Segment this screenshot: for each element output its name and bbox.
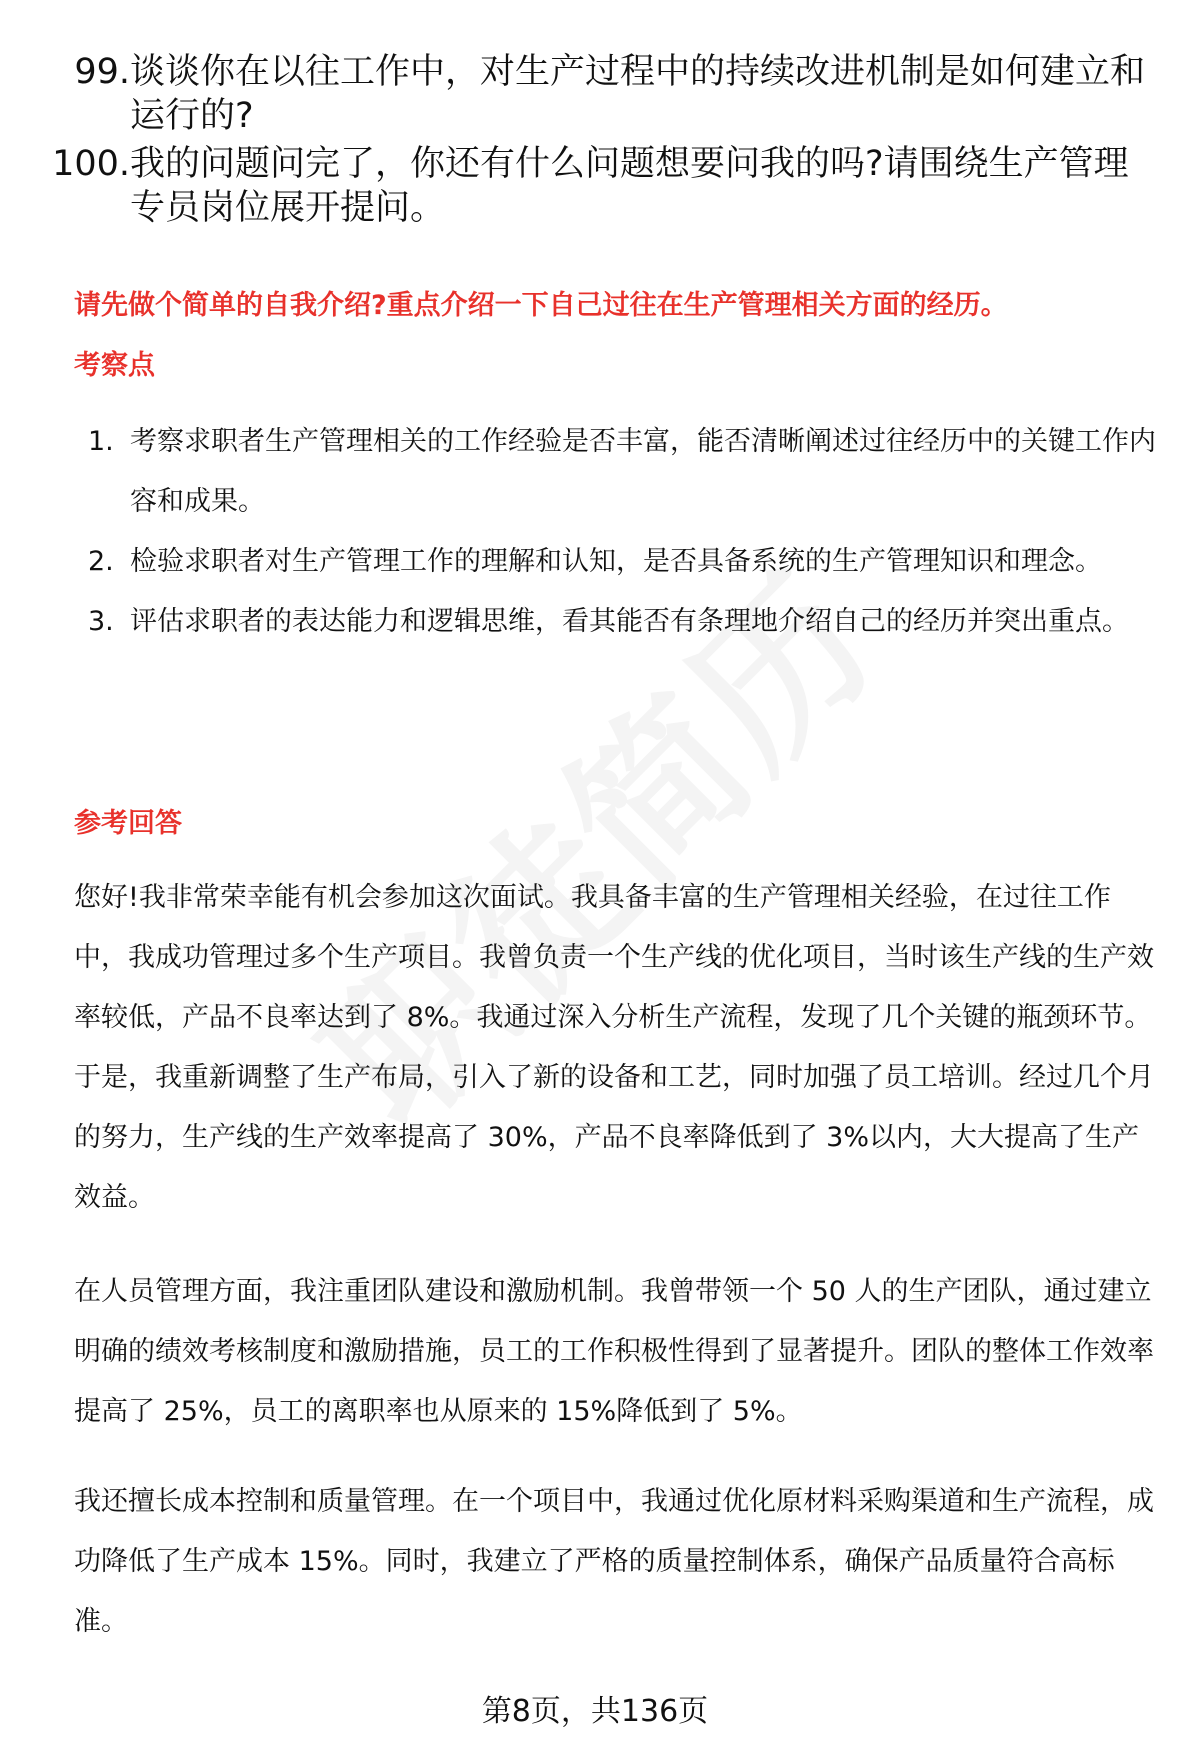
question-number: 100. xyxy=(52,144,130,184)
question-text: 我的问题问完了，你还有什么问题想要问我的吗?请围绕生产管理专员岗位展开提问。 xyxy=(130,144,1129,228)
list-item-number: 3. xyxy=(88,606,114,637)
answer-paragraph: 您好!我非常荣幸能有机会参加这次面试。我具备丰富的生产管理相关经验，在过往工作中，我成功管理过多个生产项目。我曾负责一个生产线的优化项目，当时该生产线的生产效率较低，产品不良率达到了 8%。我通过深入分析生产流程，发现了几个关键的瓶颈环节。于是，我重新调整了生产布局，引入了新的设备和工艺，同时加强了员工培训。经过几个月的努力，生产线的生产效率提高了 30%，产品不良率降低到了 3%以内，大大提高了生产效益。 xyxy=(74,882,1154,1213)
list-item-number: 1. xyxy=(88,426,114,457)
list-item-text: 检验求职者对生产管理工作的理解和认知，是否具备系统的生产管理知识和理念。 xyxy=(130,546,1102,577)
list-item xyxy=(74,412,1164,532)
assessment-heading: 考察点 xyxy=(74,350,155,381)
assessment-list xyxy=(74,412,1164,652)
page-footer: 第8页，共136页 xyxy=(481,1694,709,1729)
list-item-text: 评估求职者的表达能力和逻辑思维，看其能否有条理地介绍自己的经历并突出重点。 xyxy=(130,606,1129,637)
answer-paragraph: 我还擅长成本控制和质量管理。在一个项目中，我通过优化原材料采购渠道和生产流程，成功降低了生产成本 15%。同时，我建立了严格的质量控制体系，确保产品质量符合高标准。 xyxy=(74,1486,1154,1637)
question-99 xyxy=(30,50,1160,138)
answer-paragraph: 在人员管理方面，我注重团队建设和激励机制。我曾带领一个 50 人的生产团队，通过建立明确的绩效考核制度和激励措施，员工的工作积极性得到了显著提升。团队的整体工作效率提高了 25%，员工的离职率也从原来的 15%降低到了 5%。 xyxy=(74,1276,1154,1427)
question-100 xyxy=(30,142,1160,230)
section-question: 请先做个简单的自我介绍?重点介绍一下自己过往在生产管理相关方面的经历。 xyxy=(74,290,1008,321)
list-item-number: 2. xyxy=(88,546,114,577)
question-number: 99. xyxy=(74,52,130,92)
list-item xyxy=(74,592,1164,652)
answer-heading: 参考回答 xyxy=(74,808,182,839)
list-item-text: 考察求职者生产管理相关的工作经验是否丰富，能否清晰阐述过往经历中的关键工作内容和成果。 xyxy=(130,426,1156,517)
question-text: 谈谈你在以往工作中，对生产过程中的持续改进机制是如何建立和运行的? xyxy=(130,52,1146,136)
list-item xyxy=(74,532,1164,592)
